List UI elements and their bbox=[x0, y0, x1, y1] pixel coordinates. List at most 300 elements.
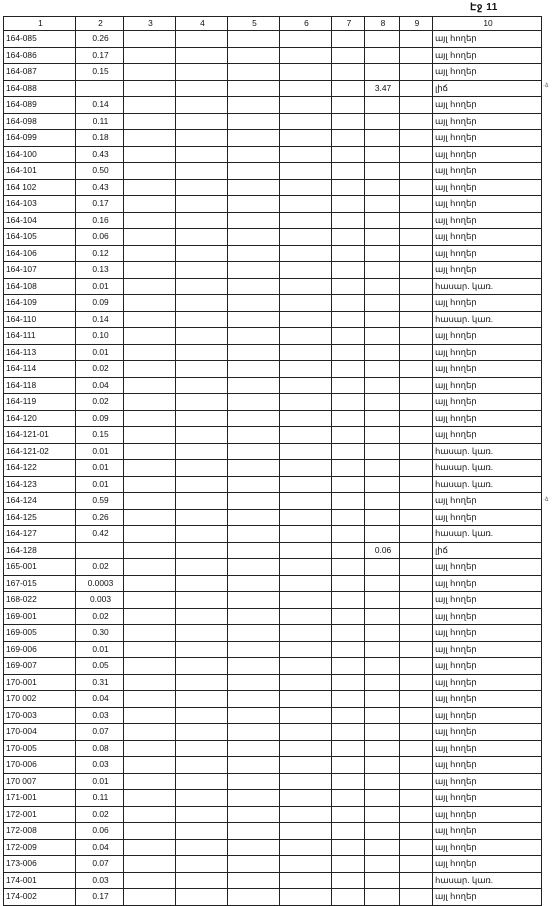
empty-cell bbox=[228, 476, 280, 493]
lake-area-cell bbox=[365, 625, 400, 642]
parcel-code-cell: 164-106 bbox=[4, 245, 76, 262]
area-cell: 0.06 bbox=[76, 229, 124, 246]
empty-cell bbox=[280, 311, 332, 328]
land-use-cell: այլ հողեր bbox=[433, 377, 542, 394]
empty-cell bbox=[400, 344, 433, 361]
land-use-cell: այլ հողեր bbox=[433, 575, 542, 592]
empty-cell bbox=[124, 443, 176, 460]
land-use-cell: այլ հողեր bbox=[433, 47, 542, 64]
empty-cell bbox=[176, 295, 228, 312]
empty-cell bbox=[228, 113, 280, 130]
empty-cell bbox=[176, 559, 228, 576]
lake-area-cell bbox=[365, 344, 400, 361]
empty-cell bbox=[124, 64, 176, 81]
empty-cell bbox=[124, 806, 176, 823]
land-use-cell: այլ հողեր bbox=[433, 344, 542, 361]
lake-area-cell bbox=[365, 773, 400, 790]
parcel-code-cell: 164-118 bbox=[4, 377, 76, 394]
empty-cell bbox=[176, 361, 228, 378]
empty-cell bbox=[280, 179, 332, 196]
table-row bbox=[4, 64, 542, 81]
table-row bbox=[4, 856, 542, 873]
empty-cell bbox=[332, 839, 365, 856]
table-row bbox=[4, 691, 542, 708]
land-use-cell: հասար. կառ. bbox=[433, 476, 542, 493]
empty-cell bbox=[332, 163, 365, 180]
empty-cell bbox=[176, 889, 228, 906]
empty-cell bbox=[332, 427, 365, 444]
table-row bbox=[4, 526, 542, 543]
area-cell: 0.42 bbox=[76, 526, 124, 543]
empty-cell bbox=[228, 658, 280, 675]
empty-cell bbox=[124, 542, 176, 559]
empty-cell bbox=[176, 509, 228, 526]
empty-cell bbox=[280, 493, 332, 510]
land-use-cell: այլ հողեր bbox=[433, 559, 542, 576]
land-use-cell: այլ հողեր bbox=[433, 113, 542, 130]
parcel-code-cell: 164-110 bbox=[4, 311, 76, 328]
empty-cell bbox=[400, 328, 433, 345]
empty-cell bbox=[228, 674, 280, 691]
empty-cell bbox=[400, 295, 433, 312]
empty-cell bbox=[176, 344, 228, 361]
empty-cell bbox=[400, 64, 433, 81]
parcel-code-cell: 170-006 bbox=[4, 757, 76, 774]
empty-cell bbox=[176, 806, 228, 823]
parcel-code-cell: 164-128 bbox=[4, 542, 76, 559]
table-row bbox=[4, 790, 542, 807]
land-use-cell: այլ հողեր bbox=[433, 592, 542, 609]
land-use-cell: այլ հողեր bbox=[433, 839, 542, 856]
empty-cell bbox=[176, 196, 228, 213]
empty-cell bbox=[176, 97, 228, 114]
empty-cell bbox=[228, 493, 280, 510]
empty-cell bbox=[332, 641, 365, 658]
area-cell: 0.50 bbox=[76, 163, 124, 180]
lake-area-cell bbox=[365, 757, 400, 774]
lake-area-cell bbox=[365, 113, 400, 130]
empty-cell bbox=[124, 872, 176, 889]
empty-cell bbox=[400, 658, 433, 675]
lake-area-cell bbox=[365, 691, 400, 708]
table-row bbox=[4, 361, 542, 378]
empty-cell bbox=[332, 146, 365, 163]
area-cell: 0.02 bbox=[76, 559, 124, 576]
empty-cell bbox=[332, 823, 365, 840]
area-cell: 0.06 bbox=[76, 823, 124, 840]
area-cell: 0.003 bbox=[76, 592, 124, 609]
table-row bbox=[4, 262, 542, 279]
parcel-code-cell: 172-009 bbox=[4, 839, 76, 856]
area-cell: 0.43 bbox=[76, 179, 124, 196]
table-row bbox=[4, 212, 542, 229]
empty-cell bbox=[124, 311, 176, 328]
empty-cell bbox=[332, 856, 365, 873]
empty-cell bbox=[124, 674, 176, 691]
lake-area-cell bbox=[365, 806, 400, 823]
empty-cell bbox=[332, 559, 365, 576]
empty-cell bbox=[176, 163, 228, 180]
empty-cell bbox=[400, 872, 433, 889]
land-use-cell: հասար. կառ. bbox=[433, 278, 542, 295]
empty-cell bbox=[400, 460, 433, 477]
empty-cell bbox=[124, 691, 176, 708]
area-cell: 0.03 bbox=[76, 707, 124, 724]
land-register-table bbox=[3, 16, 542, 906]
lake-area-cell bbox=[365, 724, 400, 741]
land-use-cell: հասար. կառ. bbox=[433, 460, 542, 477]
parcel-code-cell: 165-001 bbox=[4, 559, 76, 576]
area-cell: 0.01 bbox=[76, 641, 124, 658]
empty-cell bbox=[400, 97, 433, 114]
land-use-cell: հասար. կառ. bbox=[433, 872, 542, 889]
empty-cell bbox=[400, 674, 433, 691]
table-row bbox=[4, 427, 542, 444]
table-row bbox=[4, 344, 542, 361]
empty-cell bbox=[400, 790, 433, 807]
area-cell: 0.17 bbox=[76, 889, 124, 906]
empty-cell bbox=[124, 361, 176, 378]
empty-cell bbox=[176, 872, 228, 889]
empty-cell bbox=[228, 872, 280, 889]
empty-cell bbox=[332, 295, 365, 312]
empty-cell bbox=[332, 130, 365, 147]
empty-cell bbox=[280, 526, 332, 543]
column-header: 5 bbox=[228, 17, 280, 31]
land-use-cell: այլ հողեր bbox=[433, 196, 542, 213]
parcel-code-cell: 170-005 bbox=[4, 740, 76, 757]
empty-cell bbox=[280, 196, 332, 213]
empty-cell bbox=[176, 212, 228, 229]
lake-area-cell bbox=[365, 839, 400, 856]
empty-cell bbox=[280, 823, 332, 840]
lake-area-cell bbox=[365, 311, 400, 328]
empty-cell bbox=[176, 245, 228, 262]
parcel-code-cell: 164-122 bbox=[4, 460, 76, 477]
empty-cell bbox=[332, 790, 365, 807]
empty-cell bbox=[228, 262, 280, 279]
parcel-code-cell: 170 002 bbox=[4, 691, 76, 708]
empty-cell bbox=[228, 295, 280, 312]
empty-cell bbox=[400, 839, 433, 856]
table-row bbox=[4, 196, 542, 213]
area-cell: 0.18 bbox=[76, 130, 124, 147]
area-cell: 0.07 bbox=[76, 724, 124, 741]
land-use-cell: այլ հողեր bbox=[433, 361, 542, 378]
lake-area-cell bbox=[365, 460, 400, 477]
parcel-code-cell: 164-087 bbox=[4, 64, 76, 81]
empty-cell bbox=[124, 509, 176, 526]
empty-cell bbox=[280, 740, 332, 757]
land-use-cell: այլ հողեր bbox=[433, 493, 542, 510]
parcel-code-cell: 164-089 bbox=[4, 97, 76, 114]
parcel-code-cell: 167-015 bbox=[4, 575, 76, 592]
empty-cell bbox=[124, 740, 176, 757]
area-cell: 0.0003 bbox=[76, 575, 124, 592]
parcel-code-cell: 164-120 bbox=[4, 410, 76, 427]
lake-area-cell bbox=[365, 707, 400, 724]
empty-cell bbox=[228, 163, 280, 180]
table-row bbox=[4, 658, 542, 675]
empty-cell bbox=[124, 377, 176, 394]
empty-cell bbox=[228, 823, 280, 840]
table-row bbox=[4, 130, 542, 147]
empty-cell bbox=[176, 47, 228, 64]
empty-cell bbox=[228, 427, 280, 444]
empty-cell bbox=[228, 443, 280, 460]
empty-cell bbox=[124, 625, 176, 642]
empty-cell bbox=[124, 295, 176, 312]
empty-cell bbox=[176, 740, 228, 757]
lake-area-cell bbox=[365, 163, 400, 180]
empty-cell bbox=[176, 658, 228, 675]
empty-cell bbox=[280, 625, 332, 642]
empty-cell bbox=[280, 460, 332, 477]
area-cell: 0.14 bbox=[76, 311, 124, 328]
land-use-cell: այլ հողեր bbox=[433, 625, 542, 642]
table-row bbox=[4, 278, 542, 295]
lake-area-cell bbox=[365, 245, 400, 262]
table-row bbox=[4, 443, 542, 460]
empty-cell bbox=[228, 130, 280, 147]
empty-cell bbox=[124, 146, 176, 163]
empty-cell bbox=[280, 575, 332, 592]
area-cell: 0.31 bbox=[76, 674, 124, 691]
empty-cell bbox=[400, 179, 433, 196]
empty-cell bbox=[400, 31, 433, 48]
empty-cell bbox=[332, 262, 365, 279]
lake-area-cell bbox=[365, 889, 400, 906]
table-row bbox=[4, 641, 542, 658]
empty-cell bbox=[176, 377, 228, 394]
empty-cell bbox=[124, 229, 176, 246]
empty-cell bbox=[332, 575, 365, 592]
table-row bbox=[4, 625, 542, 642]
column-header: 7 bbox=[332, 17, 365, 31]
table-row bbox=[4, 757, 542, 774]
empty-cell bbox=[400, 146, 433, 163]
empty-cell bbox=[228, 625, 280, 642]
table-row bbox=[4, 245, 542, 262]
empty-cell bbox=[280, 542, 332, 559]
empty-cell bbox=[332, 64, 365, 81]
empty-cell bbox=[124, 460, 176, 477]
empty-cell bbox=[176, 823, 228, 840]
parcel-code-cell: 164-114 bbox=[4, 361, 76, 378]
empty-cell bbox=[228, 889, 280, 906]
empty-cell bbox=[124, 526, 176, 543]
empty-cell bbox=[176, 592, 228, 609]
table-row bbox=[4, 377, 542, 394]
empty-cell bbox=[124, 559, 176, 576]
lake-area-cell bbox=[365, 31, 400, 48]
empty-cell bbox=[124, 724, 176, 741]
empty-cell bbox=[124, 823, 176, 840]
empty-cell bbox=[332, 344, 365, 361]
empty-cell bbox=[280, 97, 332, 114]
empty-cell bbox=[400, 476, 433, 493]
empty-cell bbox=[400, 823, 433, 840]
area-cell: 0.04 bbox=[76, 691, 124, 708]
empty-cell bbox=[400, 361, 433, 378]
empty-cell bbox=[400, 641, 433, 658]
empty-cell bbox=[280, 262, 332, 279]
empty-cell bbox=[176, 179, 228, 196]
land-use-cell: այլ հողեր bbox=[433, 724, 542, 741]
area-cell: 0.43 bbox=[76, 146, 124, 163]
empty-cell bbox=[176, 674, 228, 691]
empty-cell bbox=[332, 311, 365, 328]
area-cell: 0.01 bbox=[76, 773, 124, 790]
empty-cell bbox=[280, 130, 332, 147]
empty-cell bbox=[400, 509, 433, 526]
empty-cell bbox=[332, 361, 365, 378]
empty-cell bbox=[176, 691, 228, 708]
lake-area-cell bbox=[365, 872, 400, 889]
empty-cell bbox=[228, 608, 280, 625]
empty-cell bbox=[124, 163, 176, 180]
parcel-code-cell: 171-001 bbox=[4, 790, 76, 807]
empty-cell bbox=[400, 691, 433, 708]
lake-area-cell bbox=[365, 790, 400, 807]
empty-cell bbox=[280, 509, 332, 526]
empty-cell bbox=[228, 542, 280, 559]
empty-cell bbox=[124, 641, 176, 658]
empty-cell bbox=[280, 757, 332, 774]
land-use-cell: այլ հողեր bbox=[433, 773, 542, 790]
area-cell: 0.08 bbox=[76, 740, 124, 757]
empty-cell bbox=[400, 592, 433, 609]
empty-cell bbox=[228, 575, 280, 592]
empty-cell bbox=[332, 113, 365, 130]
margin-mark: ·ձ bbox=[543, 497, 549, 503]
empty-cell bbox=[332, 31, 365, 48]
empty-cell bbox=[228, 806, 280, 823]
empty-cell bbox=[176, 443, 228, 460]
empty-cell bbox=[280, 163, 332, 180]
empty-cell bbox=[124, 410, 176, 427]
area-cell: 0.07 bbox=[76, 856, 124, 873]
area-cell: 0.17 bbox=[76, 47, 124, 64]
column-header: 2 bbox=[76, 17, 124, 31]
lake-area-cell bbox=[365, 278, 400, 295]
empty-cell bbox=[176, 278, 228, 295]
empty-cell bbox=[280, 31, 332, 48]
lake-area-cell bbox=[365, 559, 400, 576]
parcel-code-cell: 164-085 bbox=[4, 31, 76, 48]
empty-cell bbox=[176, 80, 228, 97]
land-use-cell: այլ հողեր bbox=[433, 641, 542, 658]
empty-cell bbox=[400, 163, 433, 180]
empty-cell bbox=[332, 658, 365, 675]
empty-cell bbox=[280, 790, 332, 807]
empty-cell bbox=[332, 443, 365, 460]
empty-cell bbox=[124, 476, 176, 493]
empty-cell bbox=[332, 394, 365, 411]
area-cell: 0.11 bbox=[76, 790, 124, 807]
area-cell: 0.03 bbox=[76, 757, 124, 774]
land-use-cell: այլ հողեր bbox=[433, 130, 542, 147]
table-row bbox=[4, 592, 542, 609]
empty-cell bbox=[124, 427, 176, 444]
table-row bbox=[4, 476, 542, 493]
empty-cell bbox=[280, 839, 332, 856]
parcel-code-cell: 164-125 bbox=[4, 509, 76, 526]
empty-cell bbox=[280, 146, 332, 163]
empty-cell bbox=[228, 229, 280, 246]
parcel-code-cell: 164-127 bbox=[4, 526, 76, 543]
empty-cell bbox=[176, 790, 228, 807]
land-use-cell: այլ հողեր bbox=[433, 757, 542, 774]
lake-area-cell bbox=[365, 196, 400, 213]
empty-cell bbox=[280, 361, 332, 378]
area-cell: 0.01 bbox=[76, 344, 124, 361]
area-cell: 0.01 bbox=[76, 460, 124, 477]
empty-cell bbox=[400, 311, 433, 328]
empty-cell bbox=[400, 278, 433, 295]
empty-cell bbox=[332, 80, 365, 97]
lake-area-cell bbox=[365, 427, 400, 444]
area-cell: 0.02 bbox=[76, 806, 124, 823]
land-use-cell: այլ հողեր bbox=[433, 823, 542, 840]
parcel-code-cell: 164-109 bbox=[4, 295, 76, 312]
lake-area-cell bbox=[365, 476, 400, 493]
empty-cell bbox=[280, 773, 332, 790]
parcel-code-cell: 164-124 bbox=[4, 493, 76, 510]
empty-cell bbox=[332, 608, 365, 625]
lake-area-cell bbox=[365, 47, 400, 64]
empty-cell bbox=[332, 47, 365, 64]
land-use-cell: այլ հողեր bbox=[433, 740, 542, 757]
table-row bbox=[4, 493, 542, 510]
empty-cell bbox=[228, 394, 280, 411]
empty-cell bbox=[124, 707, 176, 724]
table-row bbox=[4, 163, 542, 180]
lake-area-cell bbox=[365, 740, 400, 757]
table-row bbox=[4, 707, 542, 724]
land-use-cell: այլ հողեր bbox=[433, 229, 542, 246]
column-header: 8 bbox=[365, 17, 400, 31]
lake-area-cell bbox=[365, 443, 400, 460]
land-use-cell: այլ հողեր bbox=[433, 691, 542, 708]
empty-cell bbox=[124, 196, 176, 213]
empty-cell bbox=[228, 509, 280, 526]
empty-cell bbox=[176, 146, 228, 163]
empty-cell bbox=[332, 773, 365, 790]
empty-cell bbox=[124, 575, 176, 592]
lake-area-cell: 3.47 bbox=[365, 80, 400, 97]
empty-cell bbox=[176, 460, 228, 477]
lake-area-cell bbox=[365, 262, 400, 279]
table-row bbox=[4, 509, 542, 526]
empty-cell bbox=[124, 245, 176, 262]
empty-cell bbox=[400, 80, 433, 97]
empty-cell bbox=[228, 47, 280, 64]
empty-cell bbox=[176, 31, 228, 48]
empty-cell bbox=[228, 559, 280, 576]
parcel-code-cell: 164-099 bbox=[4, 130, 76, 147]
empty-cell bbox=[228, 31, 280, 48]
empty-cell bbox=[124, 839, 176, 856]
lake-area-cell bbox=[365, 328, 400, 345]
empty-cell bbox=[400, 196, 433, 213]
table-row bbox=[4, 806, 542, 823]
table-row bbox=[4, 839, 542, 856]
area-cell: 0.15 bbox=[76, 427, 124, 444]
lake-area-cell bbox=[365, 295, 400, 312]
empty-cell bbox=[228, 526, 280, 543]
parcel-code-cell: 170 007 bbox=[4, 773, 76, 790]
